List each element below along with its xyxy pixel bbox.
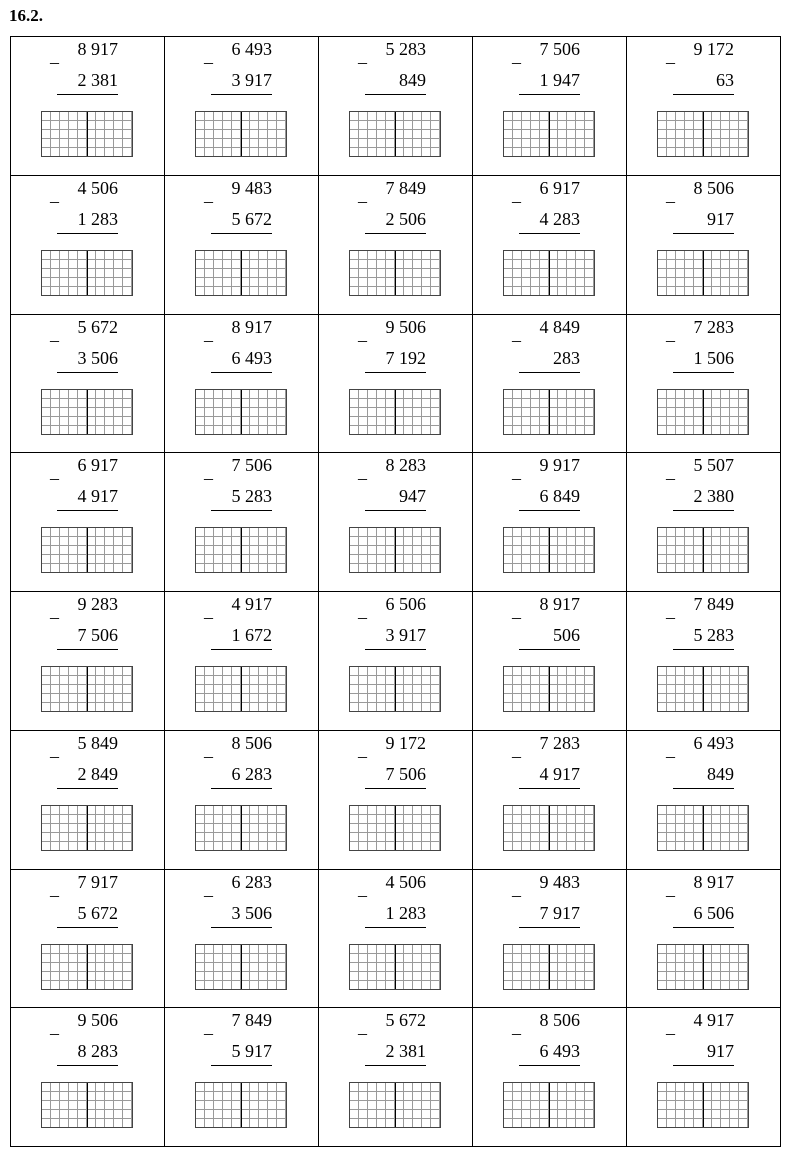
subtrahend: 6 493	[539, 1041, 580, 1062]
answer-grid	[195, 666, 287, 712]
minus-sign: –	[512, 745, 521, 766]
minuend: 4 506	[77, 177, 118, 198]
subtrahend: 947	[399, 486, 426, 507]
result-line	[211, 372, 272, 373]
subtraction-problem	[165, 37, 319, 176]
minuend: 8 917	[693, 871, 734, 892]
result-line	[211, 94, 272, 95]
minuend: 9 283	[77, 594, 118, 614]
minus-sign: –	[512, 884, 521, 905]
answer-grid	[657, 944, 749, 990]
subtraction-problem	[627, 870, 781, 1009]
subtrahend: 3 506	[231, 902, 272, 923]
minus-sign: –	[666, 607, 675, 627]
subtrahend: 6 849	[539, 486, 580, 507]
subtraction-problem	[11, 176, 165, 315]
subtrahend: 63	[716, 70, 734, 90]
minus-sign: –	[666, 329, 675, 350]
subtrahend: 4 283	[539, 208, 580, 229]
result-line	[519, 233, 580, 234]
subtraction-problem	[319, 453, 473, 592]
minuend: 9 917	[539, 455, 580, 476]
subtraction-problem	[473, 592, 627, 731]
subtraction-problem	[627, 731, 781, 870]
subtrahend: 7 192	[385, 347, 426, 368]
subtrahend: 6 283	[231, 763, 272, 784]
subtraction-problem	[319, 592, 473, 731]
result-line	[673, 788, 734, 789]
minuend: 7 506	[539, 39, 580, 59]
result-line	[365, 788, 426, 789]
minuend: 7 849	[693, 594, 734, 614]
subtraction-problem	[473, 315, 627, 454]
answer-grid	[349, 250, 441, 296]
result-line	[519, 1065, 580, 1066]
result-line	[673, 1065, 734, 1066]
subtraction-problem	[319, 731, 473, 870]
result-line	[519, 372, 580, 373]
answer-grid	[503, 666, 595, 712]
minus-sign: –	[358, 607, 367, 627]
minuend: 4 917	[693, 1010, 734, 1031]
minuend: 6 506	[385, 594, 426, 614]
result-line	[365, 233, 426, 234]
minuend: 5 849	[77, 732, 118, 753]
answer-grid	[657, 389, 749, 435]
result-line	[673, 94, 734, 95]
result-line	[211, 233, 272, 234]
result-line	[211, 1065, 272, 1066]
subtrahend: 2 381	[77, 70, 118, 90]
minuend: 6 917	[77, 455, 118, 476]
minuend: 5 672	[77, 316, 118, 337]
answer-grid	[349, 527, 441, 573]
minuend: 8 283	[385, 455, 426, 476]
minus-sign: –	[666, 884, 675, 905]
subtraction-problem	[11, 870, 165, 1009]
subtraction-problem	[319, 176, 473, 315]
answer-grid	[41, 944, 133, 990]
subtrahend: 1 672	[231, 625, 272, 645]
subtraction-problem	[11, 315, 165, 454]
result-line	[673, 927, 734, 928]
minuend: 7 917	[77, 871, 118, 892]
subtrahend: 5 917	[231, 1041, 272, 1062]
minuend: 9 483	[539, 871, 580, 892]
answer-grid	[503, 389, 595, 435]
answer-grid	[41, 527, 133, 573]
answer-grid	[503, 805, 595, 851]
subtraction-problem	[473, 453, 627, 592]
minuend: 9 483	[231, 177, 272, 198]
minus-sign: –	[358, 329, 367, 350]
subtraction-problem	[319, 315, 473, 454]
minus-sign: –	[50, 607, 59, 627]
result-line	[673, 510, 734, 511]
minus-sign: –	[204, 468, 213, 489]
result-line	[519, 94, 580, 95]
subtraction-problem	[11, 453, 165, 592]
result-line	[57, 510, 118, 511]
result-line	[211, 649, 272, 650]
subtrahend: 1 506	[693, 347, 734, 368]
subtraction-problem	[473, 176, 627, 315]
subtraction-problem	[165, 870, 319, 1009]
subtrahend: 506	[553, 625, 580, 645]
subtraction-problem	[165, 592, 319, 731]
subtrahend: 1 283	[77, 208, 118, 229]
subtraction-problem	[473, 1008, 627, 1147]
subtrahend: 5 283	[231, 486, 272, 507]
minuend: 6 283	[231, 871, 272, 892]
answer-grid	[195, 805, 287, 851]
subtraction-problem	[11, 1008, 165, 1147]
subtraction-problem	[165, 731, 319, 870]
subtrahend: 7 506	[385, 763, 426, 784]
answer-grid	[503, 1082, 595, 1128]
minuend: 9 506	[385, 316, 426, 337]
minus-sign: –	[358, 468, 367, 489]
subtraction-problem	[473, 731, 627, 870]
subtrahend: 7 506	[77, 625, 118, 645]
answer-grid	[349, 944, 441, 990]
answer-grid	[349, 111, 441, 157]
minus-sign: –	[666, 52, 675, 72]
subtraction-problem	[473, 870, 627, 1009]
minuend: 4 849	[539, 316, 580, 337]
minus-sign: –	[50, 745, 59, 766]
minus-sign: –	[204, 745, 213, 766]
result-line	[519, 927, 580, 928]
minus-sign: –	[50, 884, 59, 905]
answer-grid	[503, 944, 595, 990]
result-line	[365, 1065, 426, 1066]
subtrahend: 7 917	[539, 902, 580, 923]
subtrahend: 6 506	[693, 902, 734, 923]
minus-sign: –	[50, 52, 59, 72]
subtrahend: 2 380	[693, 486, 734, 507]
subtrahend: 917	[707, 1041, 734, 1062]
subtrahend: 849	[707, 763, 734, 784]
minus-sign: –	[50, 468, 59, 489]
answer-grid	[657, 527, 749, 573]
subtrahend: 849	[399, 70, 426, 90]
answer-grid	[503, 111, 595, 157]
subtraction-problem	[627, 1008, 781, 1147]
result-line	[673, 649, 734, 650]
minuend: 8 917	[539, 594, 580, 614]
minuend: 5 507	[693, 455, 734, 476]
subtrahend: 5 672	[231, 208, 272, 229]
answer-grid	[349, 1082, 441, 1128]
subtrahend: 8 283	[77, 1041, 118, 1062]
subtraction-problem	[473, 37, 627, 176]
answer-grid	[657, 666, 749, 712]
result-line	[519, 788, 580, 789]
subtrahend: 2 381	[385, 1041, 426, 1062]
minuend: 5 283	[385, 39, 426, 59]
minuend: 6 493	[231, 39, 272, 59]
subtraction-problem	[165, 315, 319, 454]
minuend: 8 506	[539, 1010, 580, 1031]
subtraction-problem	[627, 453, 781, 592]
minuend: 6 493	[693, 732, 734, 753]
minus-sign: –	[512, 52, 521, 72]
result-line	[57, 927, 118, 928]
subtraction-problem	[627, 37, 781, 176]
answer-grid	[657, 805, 749, 851]
minus-sign: –	[358, 190, 367, 211]
subtraction-problem	[165, 1008, 319, 1147]
answer-grid	[195, 389, 287, 435]
subtrahend: 4 917	[77, 486, 118, 507]
minus-sign: –	[512, 329, 521, 350]
minuend: 6 917	[539, 177, 580, 198]
answer-grid	[41, 805, 133, 851]
subtrahend: 917	[707, 208, 734, 229]
minuend: 9 506	[77, 1010, 118, 1031]
answer-grid	[195, 111, 287, 157]
minus-sign: –	[358, 1023, 367, 1044]
minus-sign: –	[666, 190, 675, 211]
subtrahend: 3 506	[77, 347, 118, 368]
subtrahend: 6 493	[231, 347, 272, 368]
minus-sign: –	[666, 745, 675, 766]
answer-grid	[41, 389, 133, 435]
result-line	[519, 510, 580, 511]
minus-sign: –	[204, 1023, 213, 1044]
minuend: 7 849	[231, 1010, 272, 1031]
result-line	[365, 649, 426, 650]
answer-grid	[41, 666, 133, 712]
minuend: 7 506	[231, 455, 272, 476]
result-line	[211, 788, 272, 789]
result-line	[365, 510, 426, 511]
subtrahend: 2 506	[385, 208, 426, 229]
result-line	[211, 510, 272, 511]
minuend: 9 172	[385, 732, 426, 753]
subtrahend: 5 283	[693, 625, 734, 645]
subtraction-problem	[627, 592, 781, 731]
subtraction-problem	[319, 37, 473, 176]
answer-grid	[195, 1082, 287, 1128]
answer-grid	[41, 111, 133, 157]
minuend: 5 672	[385, 1010, 426, 1031]
minuend: 8 917	[231, 316, 272, 337]
answer-grid	[657, 250, 749, 296]
minus-sign: –	[666, 468, 675, 489]
subtrahend: 5 672	[77, 902, 118, 923]
minuend: 8 506	[693, 177, 734, 198]
result-line	[673, 372, 734, 373]
minus-sign: –	[204, 52, 213, 72]
result-line	[365, 94, 426, 95]
minus-sign: –	[666, 1023, 675, 1044]
minuend: 8 506	[231, 732, 272, 753]
answer-grid	[349, 805, 441, 851]
minuend: 7 283	[693, 316, 734, 337]
exercise-heading: 16.2.	[9, 6, 43, 25]
answer-grid	[349, 666, 441, 712]
minus-sign: –	[204, 884, 213, 905]
result-line	[365, 372, 426, 373]
answer-grid	[503, 250, 595, 296]
minus-sign: –	[512, 1023, 521, 1044]
answer-grid	[503, 527, 595, 573]
subtraction-problem	[11, 37, 165, 176]
minus-sign: –	[512, 468, 521, 489]
minus-sign: –	[204, 190, 213, 211]
answer-grid	[657, 1082, 749, 1128]
subtraction-problem	[627, 176, 781, 315]
minus-sign: –	[50, 1023, 59, 1044]
answer-grid	[41, 250, 133, 296]
minus-sign: –	[358, 52, 367, 72]
minus-sign: –	[204, 607, 213, 627]
minuend: 8 917	[77, 39, 118, 59]
subtraction-problem	[165, 453, 319, 592]
minus-sign: –	[204, 329, 213, 350]
subtraction-problem	[11, 731, 165, 870]
answer-grid	[195, 250, 287, 296]
subtrahend: 1 947	[539, 70, 580, 90]
minus-sign: –	[512, 190, 521, 211]
minuend: 4 917	[231, 594, 272, 614]
subtrahend: 3 917	[231, 70, 272, 90]
minuend: 9 172	[693, 39, 734, 59]
minus-sign: –	[512, 607, 521, 627]
subtrahend: 2 849	[77, 763, 118, 784]
result-line	[211, 927, 272, 928]
subtraction-problem	[319, 870, 473, 1009]
subtraction-problem	[165, 176, 319, 315]
subtraction-problem	[11, 592, 165, 731]
subtrahend: 1 283	[385, 902, 426, 923]
answer-grid	[195, 944, 287, 990]
result-line	[365, 927, 426, 928]
minus-sign: –	[50, 190, 59, 211]
result-line	[57, 649, 118, 650]
minuend: 4 506	[385, 871, 426, 892]
minus-sign: –	[50, 329, 59, 350]
result-line	[519, 649, 580, 650]
answer-grid	[349, 389, 441, 435]
subtrahend: 283	[553, 347, 580, 368]
problem-grid	[10, 36, 781, 1147]
result-line	[57, 94, 118, 95]
minus-sign: –	[358, 884, 367, 905]
result-line	[57, 233, 118, 234]
subtraction-problem	[319, 1008, 473, 1147]
result-line	[673, 233, 734, 234]
minuend: 7 283	[539, 732, 580, 753]
answer-grid	[195, 527, 287, 573]
minus-sign: –	[358, 745, 367, 766]
subtrahend: 4 917	[539, 763, 580, 784]
answer-grid	[657, 111, 749, 157]
result-line	[57, 1065, 118, 1066]
minuend: 7 849	[385, 177, 426, 198]
subtraction-problem	[627, 315, 781, 454]
subtrahend: 3 917	[385, 625, 426, 645]
result-line	[57, 372, 118, 373]
answer-grid	[41, 1082, 133, 1128]
result-line	[57, 788, 118, 789]
